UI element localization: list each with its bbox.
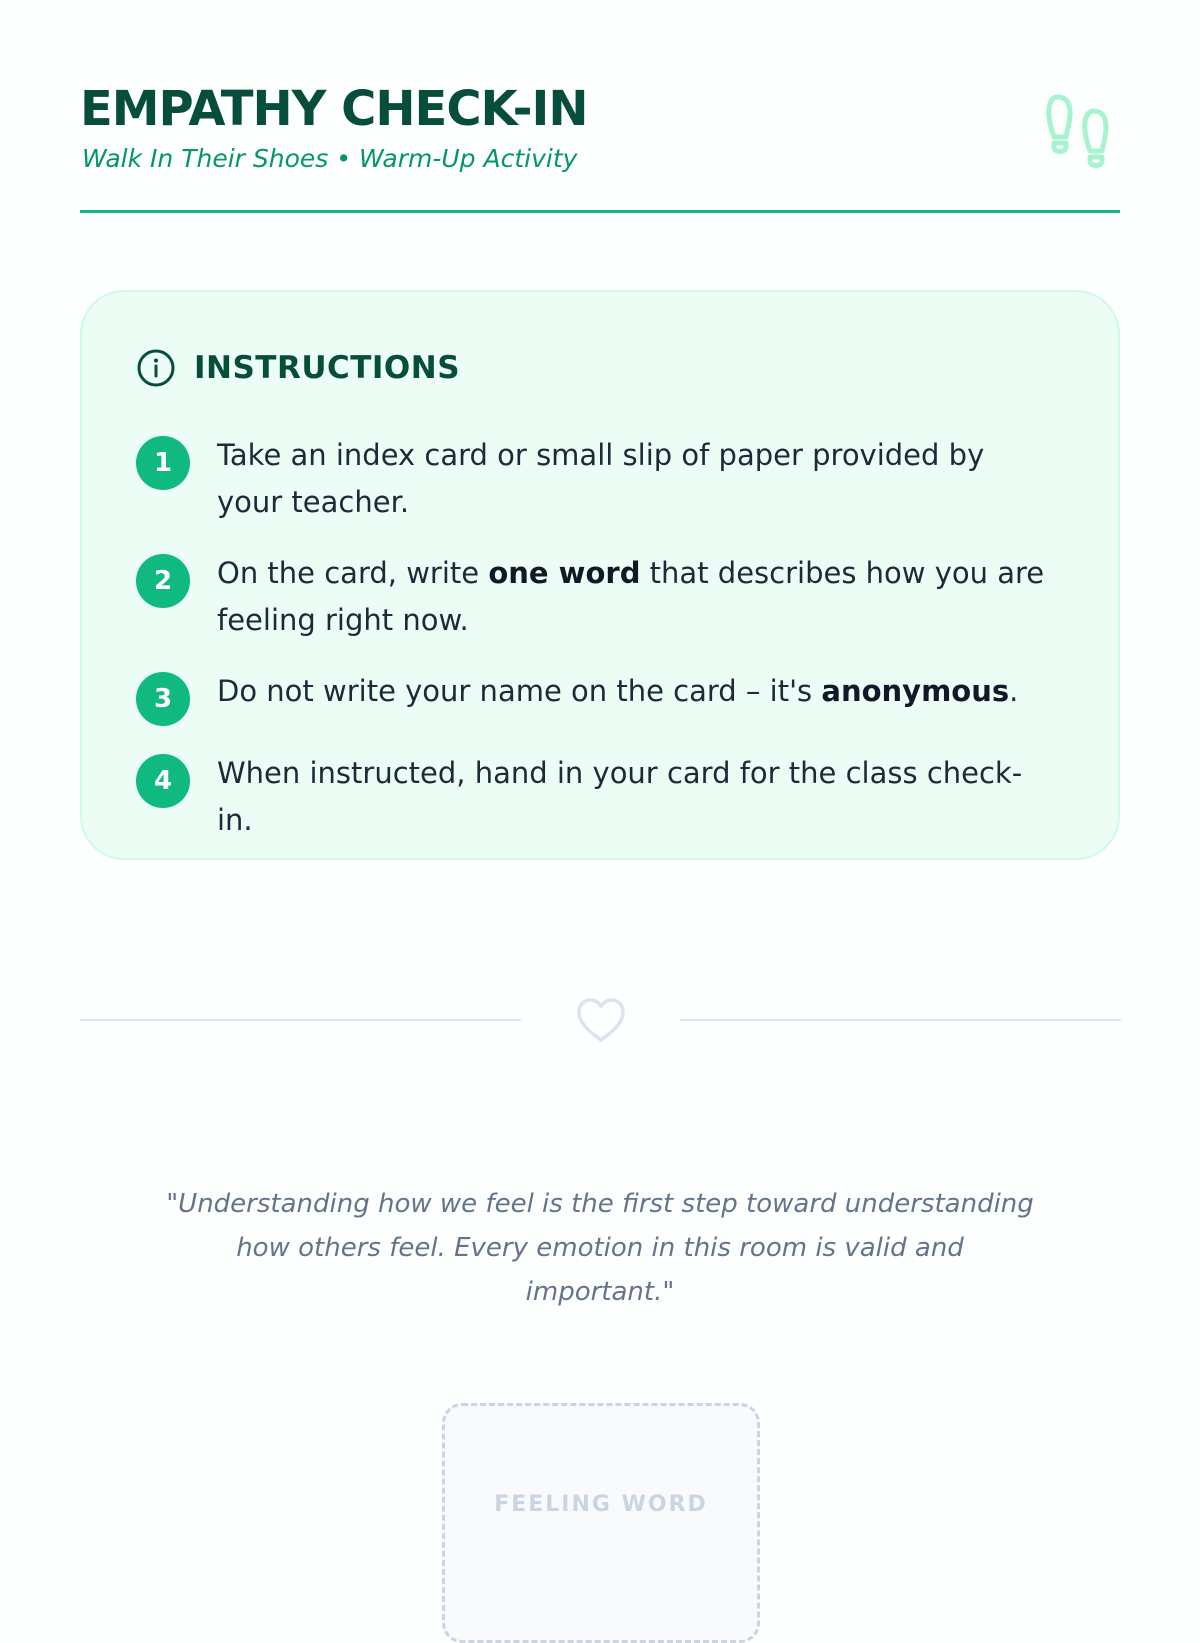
instructions-title: INSTRUCTIONS xyxy=(194,350,461,386)
instruction-step xyxy=(136,750,1056,844)
page-subtitle xyxy=(82,144,577,174)
instructions-list xyxy=(136,432,1056,868)
step-text: When instructed, hand in your card for the class check-in. xyxy=(217,756,1023,837)
step-text: Take an index card or small slip of paper provided by your teacher. xyxy=(217,438,985,519)
step-text xyxy=(217,668,1018,715)
instruction-step xyxy=(136,668,1056,726)
step-text-part: that describes how you are feeling right now. xyxy=(217,556,1045,637)
step-emphasis: one word xyxy=(488,556,641,590)
step-emphasis: anonymous xyxy=(821,674,1010,708)
step-text-part: On the card, write xyxy=(217,556,489,590)
step-number-badge: 3 xyxy=(136,672,190,726)
step-text xyxy=(217,550,1056,644)
step-number-badge: 1 xyxy=(136,436,190,490)
subtitle-separator: • xyxy=(336,144,352,173)
step-number-badge: 4 xyxy=(136,754,190,808)
page-title: EMPATHY CHECK-IN xyxy=(80,81,588,137)
divider-line-right xyxy=(680,1019,1121,1021)
instruction-step xyxy=(136,550,1056,644)
instructions-card xyxy=(80,290,1120,860)
instructions-heading xyxy=(136,348,460,388)
divider-line-left xyxy=(80,1019,521,1021)
subtitle-activity-name: Walk In Their Shoes xyxy=(82,144,329,173)
empathy-quote: "Understanding how we feel is the first step toward understanding how others feel. Every emotion in this room is valid and important." xyxy=(166,1189,1034,1307)
step-text-part: Do not write your name on the card – it's xyxy=(217,674,822,708)
worksheet-page xyxy=(80,0,1120,1600)
info-icon xyxy=(136,348,176,388)
step-text-part: . xyxy=(1009,674,1019,708)
step-number-badge: 2 xyxy=(136,554,190,608)
feeling-word-card xyxy=(442,1403,760,1643)
feeling-word-placeholder: FEELING WORD xyxy=(494,1492,708,1517)
worksheet-header xyxy=(80,78,1120,213)
footprints-icon xyxy=(1044,93,1116,169)
instruction-step xyxy=(136,432,1056,526)
heart-icon xyxy=(575,997,627,1045)
subtitle-activity-type: Warm-Up Activity xyxy=(359,144,578,173)
